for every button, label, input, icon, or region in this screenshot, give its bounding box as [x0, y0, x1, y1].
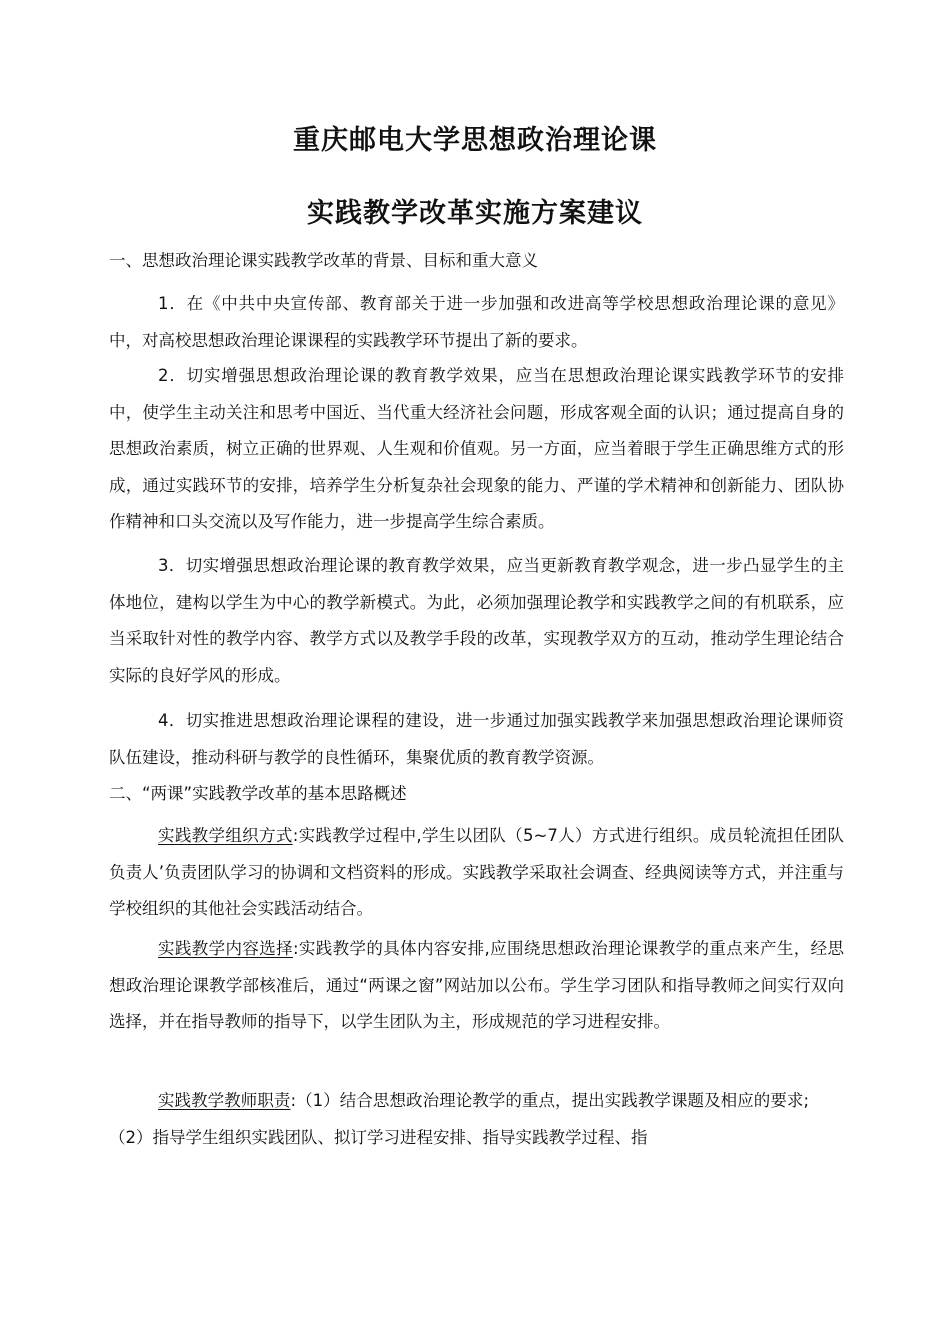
item-label-organization: 实践教学组织方式	[158, 826, 293, 845]
item-text-teacher-duties: :（1）结合思想政治理论教学的重点，提出实践教学课题及相应的要求;（2）指导学生组织实践团队、拟订学习进程安排、指导实践教学过程、指	[109, 1091, 810, 1147]
item-label-teacher-duties: 实践教学教师职责	[158, 1091, 291, 1110]
item-text-content: :实践教学的具体内容安排,应围绕思想政治理论课教学的重点来产生，经思想政治理论课教学部核准后，通过“两课之窗”网站加以公布。学生学习团队和指导教师之间实行双向选择，并在指导教师的指导下，以学生团队为主，形成规范的学习进程安排。	[109, 939, 844, 1031]
section-2-item-organization	[109, 818, 844, 928]
section-1-paragraph-2: 2．切实增强思想政治理论课的教育教学效果，应当在思想政治理论课实践教学环节的安排中，使学生主动关注和思考中国近、当代重大经济社会问题，形成客观全面的认识；通过提高自身的思想政治素质，树立正确的世界观、人生观和价值观。另一方面，应当着眼于学生正确思维方式的形成，通过实践环节的安排，培养学生分析复杂社会现象的能力、严谨的学术精神和创新能力、团队协作精神和口头交流以及写作能力，进一步提高学生综合素质。	[109, 366, 844, 531]
document-title-line-1: 重庆邮电大学思想政治理论课	[293, 125, 657, 156]
section-1-paragraph-4: 4．切实推进思想政治理论课程的建设，进一步通过加强实践教学来加强思想政治理论课师资队伍建设，推动科研与教学的良性循环，集聚优质的教育教学资源。	[109, 711, 844, 767]
document-title-line-2: 实践教学改革实施方案建议	[307, 198, 643, 229]
section-2-heading: 二、“两课”实践教学改革的基本思路概述	[109, 784, 407, 803]
item-text-organization: :实践教学过程中,学生以团队（5~7人）方式进行组织。成员轮流担任团队负责人’负责团队学习的协调和文档资料的形成。实践教学采取社会调查、经典阅读等方式，并注重与学校组织的其他社会实践活动结合。	[109, 826, 845, 918]
item-label-content: 实践教学内容选择	[158, 939, 293, 958]
section-1-paragraph-3: 3．切实增强思想政治理论课的教育教学效果，应当更新教育教学观念，进一步凸显学生的主体地位，建构以学生为中心的教学新模式。为此，必须加强理论教学和实践教学之间的有机联系，应当采取针对性的教学内容、教学方式以及教学手段的改革，实现教学双方的互动，推动学生理论结合实际的良好学风的形成。	[109, 556, 844, 685]
section-2-item-teacher-duties	[109, 1083, 809, 1156]
section-1-heading: 一、思想政治理论课实践教学改革的背景、目标和重大意义	[109, 251, 538, 270]
section-1-paragraph-1: 1．在《中共中央宣传部、教育部关于进一步加强和改进高等学校思想政治理论课的意见》中，对高校思想政治理论课课程的实践教学环节提出了新的要求。	[109, 294, 844, 350]
section-2-item-content	[109, 931, 844, 1041]
